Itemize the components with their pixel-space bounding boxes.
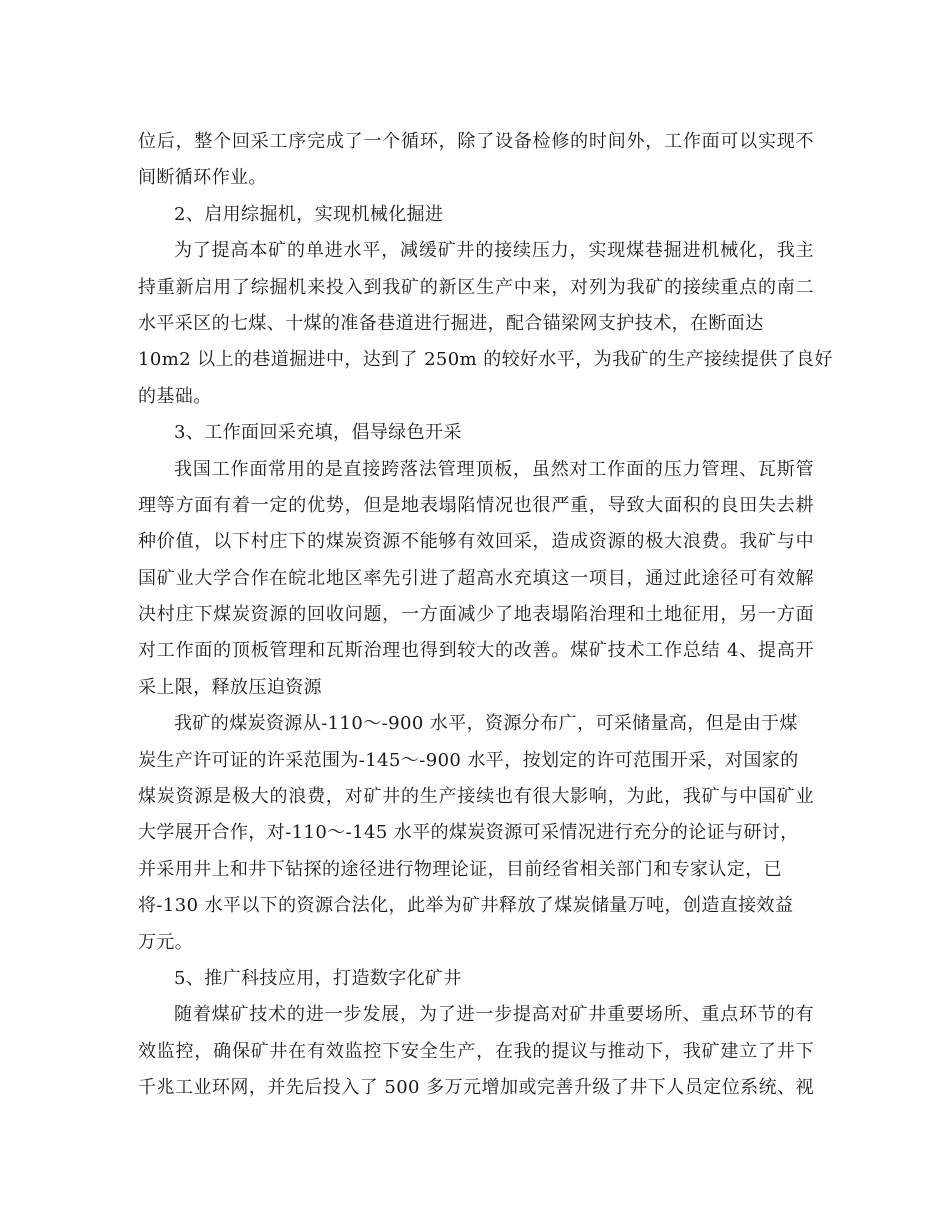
text-line: 的基础。 xyxy=(138,385,212,407)
text-line: 采上限，释放压迫资源 xyxy=(138,676,322,698)
text-line: 持重新启用了综掘机来投入到我矿的新区生产中来，对列为我矿的接续重点的南二 xyxy=(138,276,814,298)
text-line: 对工作面的顶板管理和瓦斯治理也得到较大的改善。煤矿技术工作总结 4、提高开 xyxy=(138,640,814,662)
text-line: 2、启用综掘机，实现机械化掘进 xyxy=(174,203,444,225)
text-line: 决村庄下煤炭资源的回收问题，一方面减少了地表塌陷治理和土地征用，另一方面 xyxy=(138,604,814,626)
text-line: 大学展开合作，对-110～-145 水平的煤炭资源可采情况进行充分的论证与研讨， xyxy=(138,822,799,844)
text-line: 并采用井上和井下钻探的途径进行物理论证，目前经省相关部门和专家认定，已 xyxy=(138,858,782,880)
text-line: 水平采区的七煤、十煤的准备巷道进行掘进，配合锚梁网支护技术，在断面达 xyxy=(138,312,764,334)
text-line: 我国工作面常用的是直接跨落法管理顶板，虽然对工作面的压力管理、瓦斯管 xyxy=(174,458,814,480)
text-line: 间断循环作业。 xyxy=(138,167,267,189)
text-line: 国矿业大学合作在皖北地区率先引进了超高水充填这一项目，通过此途径可有效解 xyxy=(138,567,814,589)
text-line: 效监控，确保矿井在有效监控下安全生产，在我的提议与推动下，我矿建立了井下 xyxy=(138,1040,814,1062)
text-line: 3、工作面回采充填，倡导绿色开采 xyxy=(174,422,462,444)
text-line: 随着煤矿技术的进一步发展，为了进一步提高对矿井重要场所、重点环节的有 xyxy=(174,1004,814,1026)
text-line: 炭生产许可证的许采范围为-145～-900 水平，按划定的许可范围开采，对国家的 xyxy=(138,749,799,771)
text-line: 为了提高本矿的单进水平，减缓矿井的接续压力，实现煤巷掘进机械化，我主 xyxy=(174,240,814,262)
text-line: 我矿的煤炭资源从-110～-900 水平，资源分布广，可采储量高，但是由于煤 xyxy=(174,713,798,735)
text-line: 位后，整个回采工序完成了一个循环，除了设备检修的时间外，工作面可以实现不 xyxy=(138,131,814,152)
text-line: 千兆工业环网，并先后投入了 500 多万元增加或完善升级了井下人员定位系统、视 xyxy=(138,1077,814,1099)
text-line: 种价值，以下村庄下的煤炭资源不能够有效回采，造成资源的极大浪费。我矿与中 xyxy=(138,531,814,553)
text-line: 10m2 以上的巷道掘进中，达到了 250m 的较好水平，为我矿的生产接续提供了良好 xyxy=(138,349,833,371)
text-line: 将-130 水平以下的资源合法化，此举为矿井释放了煤炭储量万吨，创造直接效益 xyxy=(138,895,794,917)
text-line: 煤炭资源是极大的浪费，对矿井的生产接续也有很大影响，为此，我矿与中国矿业 xyxy=(138,786,814,808)
text-line: 理等方面有着一定的优势，但是地表塌陷情况也很严重，导致大面积的良田失去耕 xyxy=(138,494,814,516)
text-line: 5、推广科技应用，打造数字化矿井 xyxy=(174,967,462,989)
text-line: 万元。 xyxy=(138,931,194,953)
document-body xyxy=(138,124,833,1107)
